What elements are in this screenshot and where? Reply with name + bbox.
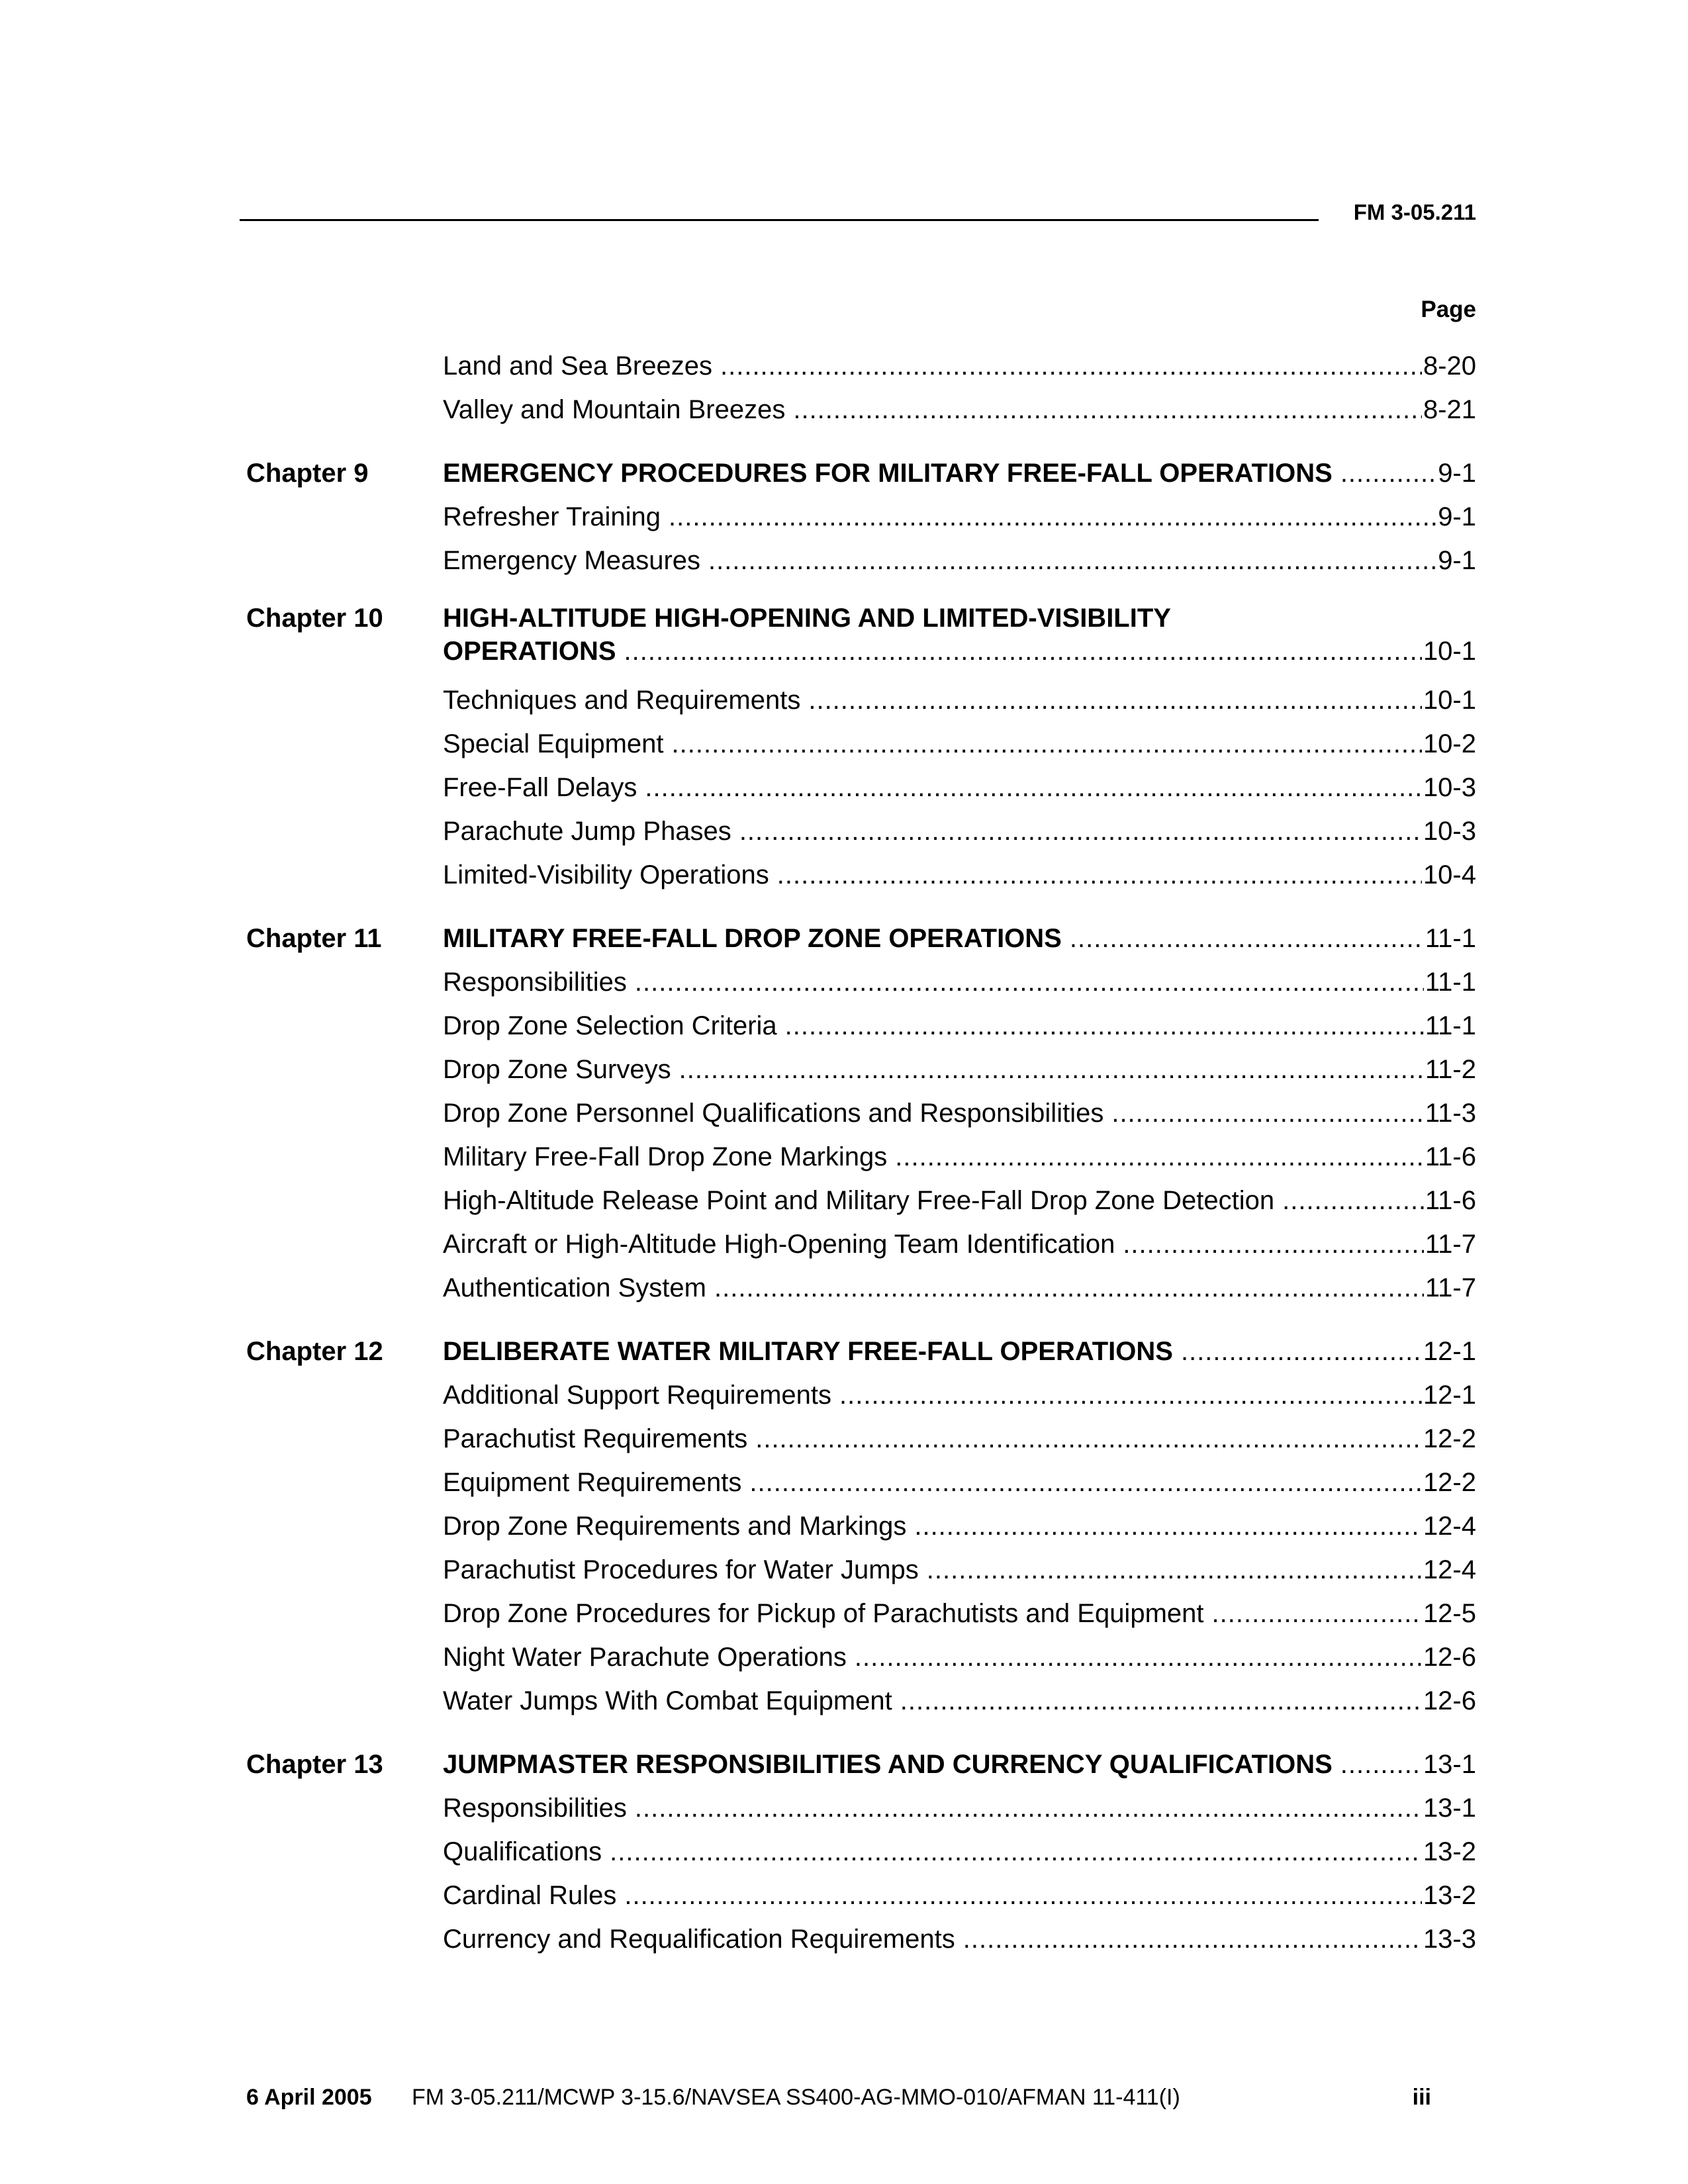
dot-leader — [963, 1917, 1422, 1961]
chapter-heading-row[interactable] — [246, 1330, 1476, 1373]
toc-entry-page: 10-3 — [1423, 817, 1476, 846]
toc-entry[interactable] — [246, 1048, 1476, 1091]
chapter-title-line1: HIGH-ALTITUDE HIGH-OPENING AND LIMITED-VISIBILITY — [443, 604, 1171, 633]
toc-entry-page: 11-1 — [1425, 968, 1476, 997]
toc-entry[interactable] — [246, 1091, 1476, 1135]
toc-entry-title: Qualifications — [443, 1837, 602, 1866]
toc-entry-title: Aircraft or High-Altitude High-Opening Team Identification — [443, 1230, 1115, 1259]
toc-entry-title: Additional Support Requirements — [443, 1381, 832, 1410]
dot-leader — [914, 1504, 1422, 1548]
toc-entry-title: Techniques and Requirements — [443, 686, 801, 715]
toc-entry[interactable] — [246, 1373, 1476, 1417]
toc-entry-title: Authentication System — [443, 1273, 706, 1302]
dot-leader — [1340, 1743, 1422, 1786]
chapter-page: 12-1 — [1423, 1337, 1476, 1366]
toc-entry-page: 11-3 — [1425, 1099, 1476, 1128]
toc-entry-page: 12-1 — [1423, 1381, 1476, 1410]
chapter-label: Chapter 11 — [246, 924, 382, 953]
toc-entry-title: Refresher Training — [443, 502, 661, 531]
toc-entry[interactable] — [246, 678, 1476, 722]
toc-entry[interactable] — [246, 1179, 1476, 1222]
toc-entry-page: 8-20 — [1423, 351, 1476, 381]
toc-entry[interactable] — [246, 388, 1476, 432]
toc-entry-page: 13-2 — [1423, 1881, 1476, 1910]
dot-leader — [1212, 1592, 1422, 1635]
dot-leader — [1070, 917, 1424, 960]
toc-lead-section — [246, 344, 1476, 432]
toc-entry-title: Valley and Mountain Breezes — [443, 395, 786, 424]
dot-leader — [855, 1635, 1422, 1679]
footer-publication: FM 3-05.211/MCWP 3-15.6/NAVSEA SS400-AG-MMO-010/AFMAN 11-411(I) — [412, 2085, 1180, 2110]
chapter-page: 10-1 — [1423, 637, 1476, 666]
dot-leader — [672, 722, 1422, 766]
toc-entry-page: 9-1 — [1438, 546, 1476, 575]
dot-leader — [1282, 1179, 1424, 1222]
toc-entry[interactable] — [246, 344, 1476, 388]
toc-entry-title: Responsibilities — [443, 968, 627, 997]
chapter-label: Chapter 9 — [246, 459, 369, 488]
table-of-contents — [246, 344, 1476, 1961]
dot-leader — [624, 635, 1422, 668]
toc-entry-title: Water Jumps With Combat Equipment — [443, 1686, 892, 1715]
chapter-title: DELIBERATE WATER MILITARY FREE-FALL OPERATIONS — [443, 1337, 1173, 1366]
toc-entry[interactable] — [246, 1004, 1476, 1048]
toc-entry[interactable] — [246, 495, 1476, 539]
toc-entry[interactable] — [246, 1548, 1476, 1592]
toc-entry-title: Drop Zone Requirements and Markings — [443, 1512, 907, 1541]
toc-entry-page: 11-2 — [1425, 1055, 1476, 1084]
toc-entry-title: Night Water Parachute Operations — [443, 1643, 847, 1672]
toc-entry-title: Emergency Measures — [443, 546, 701, 575]
page-column-label: Page — [1421, 296, 1476, 322]
dot-leader — [785, 1004, 1424, 1048]
chapter-heading-continuation[interactable] — [246, 635, 1476, 673]
chapter-heading-row[interactable] — [246, 917, 1476, 960]
chapter-10-section — [246, 602, 1476, 897]
toc-entry-title: Drop Zone Selection Criteria — [443, 1011, 777, 1040]
dot-leader — [839, 1373, 1422, 1417]
toc-entry[interactable] — [246, 1222, 1476, 1266]
toc-entry-page: 12-6 — [1423, 1643, 1476, 1672]
toc-entry-title: Free-Fall Delays — [443, 773, 637, 802]
dot-leader — [895, 1135, 1424, 1179]
toc-entry-title: Drop Zone Surveys — [443, 1055, 671, 1084]
chapter-title: EMERGENCY PROCEDURES FOR MILITARY FREE-FALL OPERATIONS — [443, 459, 1333, 488]
toc-entry-title: Parachute Jump Phases — [443, 817, 731, 846]
toc-entry[interactable] — [246, 809, 1476, 853]
toc-entry[interactable] — [246, 1679, 1476, 1723]
chapter-heading-row[interactable] — [246, 451, 1476, 495]
toc-entry[interactable] — [246, 1135, 1476, 1179]
chapter-11-section — [246, 917, 1476, 1310]
toc-entry-page: 12-4 — [1423, 1512, 1476, 1541]
toc-entry-page: 13-1 — [1423, 1794, 1476, 1823]
toc-entry-title: Limited-Visibility Operations — [443, 860, 769, 889]
header-rule — [240, 219, 1319, 221]
toc-entry-title: Cardinal Rules — [443, 1881, 617, 1910]
toc-entry[interactable] — [246, 1830, 1476, 1874]
toc-entry-page: 13-3 — [1423, 1925, 1476, 1954]
dot-leader — [624, 1874, 1422, 1917]
toc-entry-page: 12-4 — [1423, 1555, 1476, 1584]
dot-leader — [635, 960, 1424, 1004]
toc-entry[interactable] — [246, 1266, 1476, 1310]
toc-entry[interactable] — [246, 766, 1476, 809]
toc-entry-title: Responsibilities — [443, 1794, 627, 1823]
chapter-9-section — [246, 451, 1476, 582]
dot-leader — [708, 539, 1436, 582]
chapter-12-section — [246, 1330, 1476, 1723]
toc-entry-title: Parachutist Procedures for Water Jumps — [443, 1555, 919, 1584]
dot-leader — [1181, 1330, 1422, 1373]
dot-leader — [749, 1461, 1422, 1504]
dot-leader — [777, 853, 1422, 897]
toc-entry-page: 11-7 — [1425, 1273, 1476, 1302]
dot-leader — [714, 1266, 1424, 1310]
toc-entry-page: 12-5 — [1423, 1599, 1476, 1628]
dot-leader — [900, 1679, 1422, 1723]
footer-page-number: iii — [1412, 2085, 1431, 2110]
toc-entry-title: Drop Zone Personnel Qualifications and Responsibilities — [443, 1099, 1104, 1128]
chapter-label: Chapter 12 — [246, 1337, 383, 1366]
chapter-title: MILITARY FREE-FALL DROP ZONE OPERATIONS — [443, 924, 1062, 953]
toc-entry[interactable] — [246, 722, 1476, 766]
dot-leader — [739, 809, 1422, 853]
toc-entry[interactable] — [246, 1592, 1476, 1635]
toc-entry-title: Currency and Requalification Requirements — [443, 1925, 955, 1954]
toc-entry[interactable] — [246, 1417, 1476, 1461]
chapter-13-section — [246, 1743, 1476, 1961]
toc-entry-title: Parachutist Requirements — [443, 1424, 748, 1453]
toc-entry-page: 11-7 — [1425, 1230, 1476, 1259]
toc-entry-page: 10-1 — [1423, 686, 1476, 715]
toc-entry-page: 8-21 — [1423, 395, 1476, 424]
toc-entry[interactable] — [246, 960, 1476, 1004]
chapter-page: 11-1 — [1425, 924, 1476, 953]
dot-leader — [755, 1417, 1422, 1461]
toc-entry[interactable] — [246, 1874, 1476, 1917]
toc-entry-title: Special Equipment — [443, 729, 664, 758]
dot-leader — [1123, 1222, 1424, 1266]
toc-entry-page: 9-1 — [1438, 502, 1476, 531]
toc-entry[interactable] — [246, 1504, 1476, 1548]
toc-entry-page: 12-2 — [1423, 1468, 1476, 1497]
dot-leader — [720, 344, 1422, 388]
toc-entry-page: 10-4 — [1423, 860, 1476, 889]
toc-entry-page: 11-6 — [1425, 1142, 1476, 1171]
toc-entry[interactable] — [246, 1635, 1476, 1679]
chapter-heading-row[interactable] — [246, 1743, 1476, 1786]
dot-leader — [793, 388, 1422, 432]
toc-entry-title: Land and Sea Breezes — [443, 351, 712, 381]
dot-leader — [645, 766, 1422, 809]
toc-entry-page: 12-2 — [1423, 1424, 1476, 1453]
dot-leader — [669, 495, 1436, 539]
dot-leader — [927, 1548, 1422, 1592]
toc-entry-title: High-Altitude Release Point and Military Free-Fall Drop Zone Detection — [443, 1186, 1275, 1215]
toc-entry-title: Equipment Requirements — [443, 1468, 742, 1497]
chapter-label: Chapter 13 — [246, 1750, 383, 1779]
toc-entry[interactable] — [246, 1786, 1476, 1830]
toc-entry[interactable] — [246, 1461, 1476, 1504]
dot-leader — [610, 1830, 1422, 1874]
dot-leader — [1111, 1091, 1424, 1135]
chapter-page: 9-1 — [1438, 459, 1476, 488]
toc-entry-title: Drop Zone Procedures for Pickup of Parachutists and Equipment — [443, 1599, 1204, 1628]
footer-date: 6 April 2005 — [246, 2085, 372, 2110]
toc-entry[interactable] — [246, 1917, 1476, 1961]
toc-entry-page: 11-1 — [1425, 1011, 1476, 1040]
toc-entry[interactable] — [246, 539, 1476, 582]
chapter-label: Chapter 10 — [246, 604, 383, 633]
toc-entry-page: 13-2 — [1423, 1837, 1476, 1866]
toc-entry-title: Military Free-Fall Drop Zone Markings — [443, 1142, 888, 1171]
toc-entry-page: 10-2 — [1423, 729, 1476, 758]
chapter-title-line2: OPERATIONS — [443, 637, 616, 666]
toc-entry[interactable] — [246, 853, 1476, 897]
toc-entry-page: 10-3 — [1423, 773, 1476, 802]
dot-leader — [635, 1786, 1422, 1830]
dot-leader — [1340, 451, 1436, 495]
chapter-heading-row[interactable] — [246, 602, 1476, 635]
header-doc-id: FM 3-05.211 — [1353, 200, 1476, 224]
dot-leader — [679, 1048, 1424, 1091]
toc-entry-page: 11-6 — [1425, 1186, 1476, 1215]
dot-leader — [808, 678, 1422, 722]
chapter-page: 13-1 — [1423, 1750, 1476, 1779]
chapter-title: JUMPMASTER RESPONSIBILITIES AND CURRENCY QUALIFICATIONS — [443, 1750, 1333, 1779]
toc-entry-page: 12-6 — [1423, 1686, 1476, 1715]
